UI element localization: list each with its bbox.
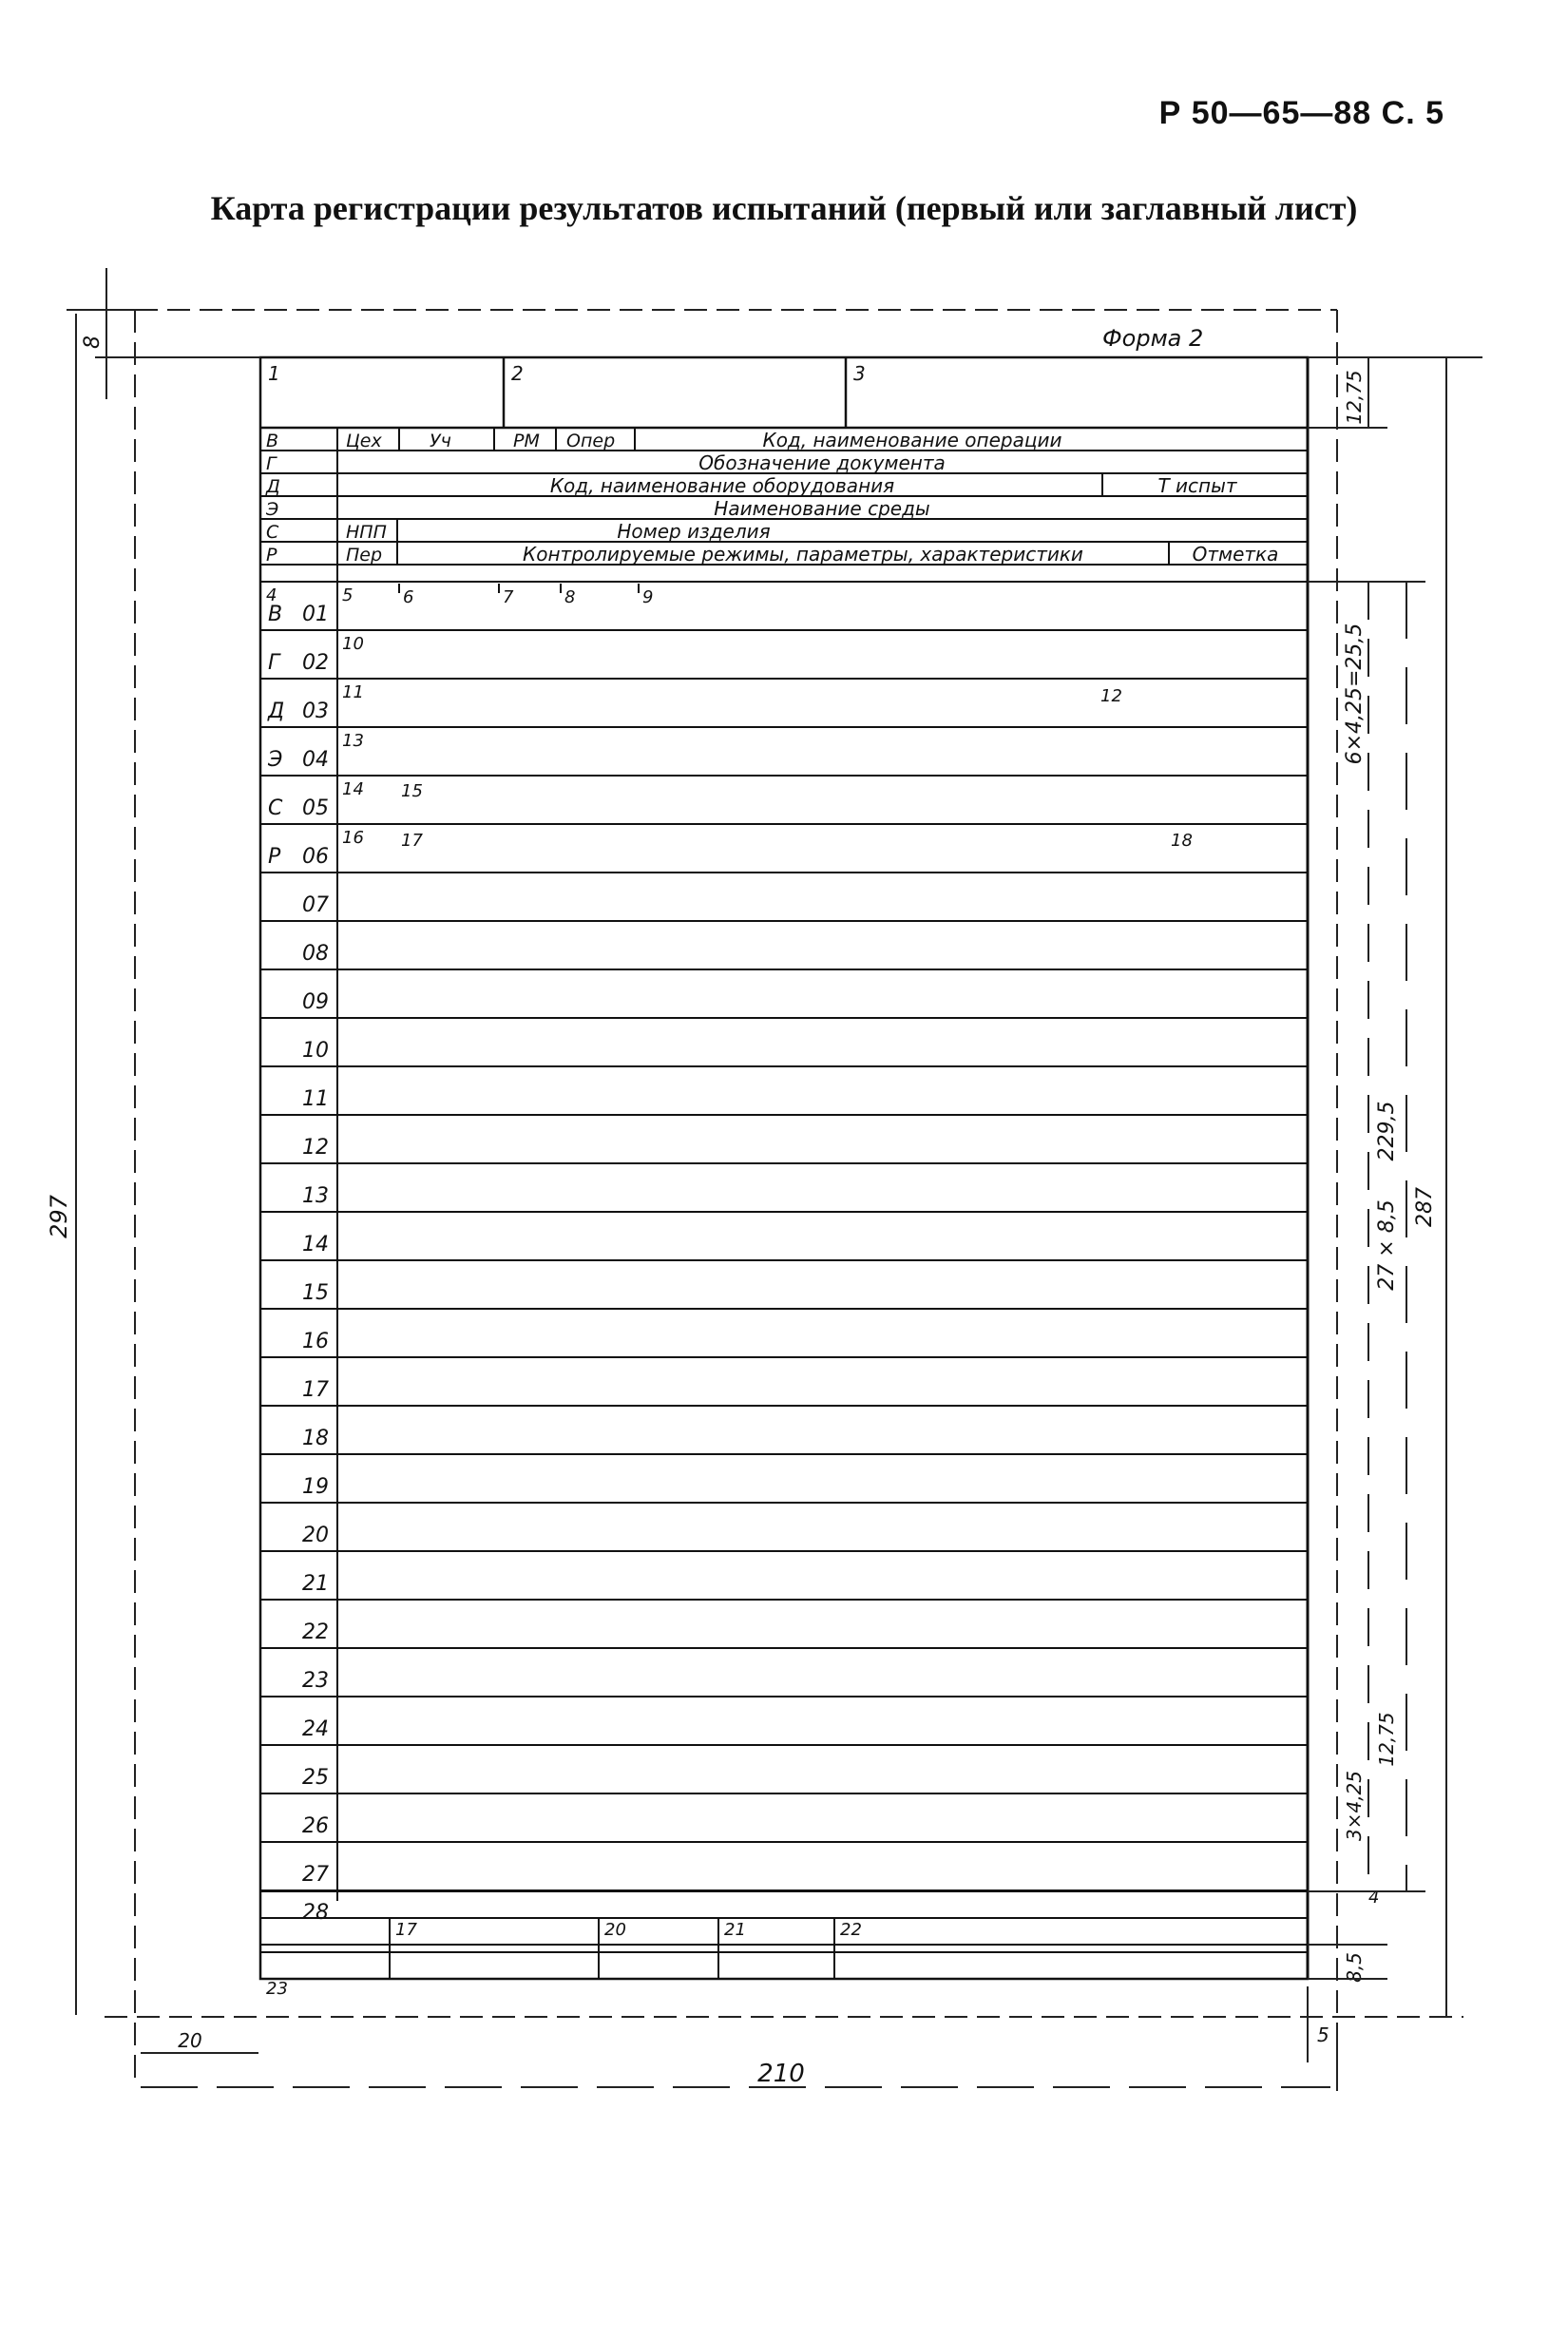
upper-row-code: Д [268,700,285,723]
product-label: Номер изделия [617,520,771,543]
test-temp-label: Т испыт [1157,474,1237,497]
field-marker: 6 [403,587,414,607]
upper-row-code: Э [268,748,283,772]
field-marker: 7 [503,587,514,607]
dim-inner-height: 287 [1413,1187,1437,1227]
per-label: Пер [346,545,383,566]
lower-row-number: 10 [302,1039,329,1063]
lower-row-number: 22 [302,1621,329,1644]
upper-row-code: Г [268,651,280,675]
lower-row-number: 18 [302,1427,329,1450]
dim-top-margin: 8 [81,336,105,349]
upper-row-code: С [268,796,283,820]
lower-row-number: 09 [302,990,329,1014]
dim-right-margin: 5 [1317,2024,1329,2046]
footer-field-number: 22 [840,1920,862,1940]
row-field: Цех [346,431,382,451]
row-code: С [266,522,279,543]
dim-top-box: 12,75 [1343,370,1366,425]
row-field: Уч [430,431,451,451]
upper-row-number: 01 [302,603,329,626]
field-marker: 9 [642,587,654,607]
lower-row-number: 12 [302,1136,329,1160]
field-marker: 8 [564,587,576,607]
dim-footer-block: 3×4,25 [1343,1770,1366,1842]
lower-row-number: 07 [302,893,329,917]
upper-row-code: В [268,603,283,626]
lower-row-number: 26 [302,1814,329,1838]
top-box-number: 1 [268,362,280,385]
dim-header-block: 6×4,25=25,5 [1343,623,1367,765]
dim-total-width: 210 [757,2060,805,2088]
npp-label: НПП [346,522,387,543]
upper-row-number: 06 [302,845,329,869]
lower-row-number: 24 [302,1717,329,1741]
upper-row-number: 04 [302,748,329,772]
footer-bottom-field: 23 [266,1979,288,1999]
field-marker: 18 [1171,831,1193,851]
lower-row-number: 14 [302,1233,329,1256]
top-box-number: 2 [511,362,524,385]
top-box-number: 3 [853,362,866,385]
dim-footer-height: 12,75 [1375,1712,1398,1767]
operation-label: Код, наименование операции [762,429,1062,451]
row-field: РМ [513,431,540,451]
upper-row-number: 05 [302,796,329,820]
row-code: Д [266,476,280,497]
upper-field-number: 13 [342,731,364,751]
row-code: Э [266,499,279,520]
field-marker: 17 [401,831,423,851]
upper-field-number: 14 [342,779,364,799]
upper-row-number: 02 [302,651,329,675]
field-number: 4 [266,585,277,605]
document-label: Обозначение документа [698,451,946,474]
modes-label: Контролируемые режимы, параметры, характеристики [523,543,1083,566]
upper-row-code: Р [268,845,281,869]
lower-row-number: 17 [302,1378,329,1402]
dim-body-height: 229,5 [1375,1101,1399,1161]
footer-field-number: 21 [724,1920,746,1940]
row-code: Р [266,545,277,566]
field-marker: 12 [1100,686,1122,706]
footer-field-number: 20 [604,1920,626,1940]
lower-row-number: 16 [302,1330,329,1353]
lower-row-number: 23 [302,1669,329,1693]
field-marker: 15 [401,781,423,801]
page-header: Р 50—65—88 С. 5 [1158,95,1444,131]
lower-row-number: 28 [302,1901,329,1925]
lower-row-number: 20 [302,1524,329,1547]
lower-row-number: 15 [302,1281,329,1305]
row-field: Опер [566,431,616,451]
lower-row-number: 11 [302,1087,329,1111]
dim-body-rows: 27 × 8,5 [1375,1199,1399,1291]
dim-left-margin: 20 [178,2029,202,2052]
upper-row-number: 03 [302,700,329,723]
mark-label: Отметка [1192,543,1279,566]
upper-field-number: 10 [342,634,364,654]
lower-row-number: 13 [302,1184,329,1208]
dim-total-height: 297 [46,1195,72,1238]
lower-row-number: 27 [302,1863,329,1887]
upper-field-number: 5 [342,585,354,605]
footer-field-number: 17 [395,1920,417,1940]
upper-field-number: 16 [342,828,364,848]
dim-bottom-row: 8,5 [1343,1952,1366,1983]
dim-footer-gap: 4 [1368,1888,1380,1908]
upper-field-number: 11 [342,682,364,702]
lower-row-number: 08 [302,942,329,966]
equipment-label: Код, наименование оборудования [549,474,895,497]
lower-row-number: 19 [302,1475,329,1499]
lower-row-number: 25 [302,1766,329,1790]
row-code: Г [266,453,277,474]
page-title: Карта регистрации результатов испытаний (первый или заглавный лист) [210,189,1358,227]
lower-row-number: 21 [302,1572,329,1596]
row-code: В [266,431,279,451]
form-label: Форма 2 [1102,325,1204,352]
medium-label: Наименование среды [714,497,930,520]
